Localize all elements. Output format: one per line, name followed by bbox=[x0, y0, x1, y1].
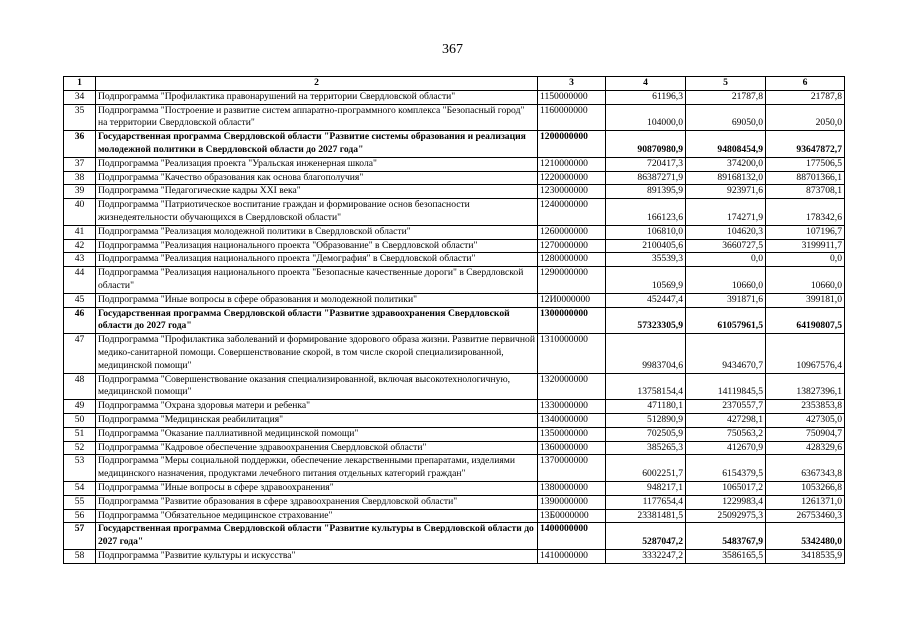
amount-col-5-cell: 0,0 bbox=[686, 253, 766, 267]
amount-col-4-cell: 90870980,9 bbox=[606, 131, 686, 158]
program-code-cell: 1390000000 bbox=[538, 495, 606, 509]
row-number-cell: 43 bbox=[64, 253, 96, 267]
program-name-cell: Подпрограмма "Профилактика правонарушений на территории Свердловской области" bbox=[96, 90, 538, 104]
amount-col-5-cell: 3586165,5 bbox=[686, 549, 766, 563]
amount-col-5-cell: 427298,1 bbox=[686, 413, 766, 427]
table-row bbox=[64, 481, 845, 495]
table-row bbox=[64, 441, 845, 455]
table-row bbox=[64, 427, 845, 441]
program-code-cell: 1410000000 bbox=[538, 549, 606, 563]
table-row bbox=[64, 253, 845, 267]
row-number-cell: 38 bbox=[64, 171, 96, 185]
program-name-cell: Подпрограмма "Качество образования как основа благополучия" bbox=[96, 171, 538, 185]
program-name-cell: Подпрограмма "Иные вопросы в сфере здравоохранения" bbox=[96, 481, 538, 495]
program-code-cell: 1380000000 bbox=[538, 481, 606, 495]
amount-col-5-cell: 412670,9 bbox=[686, 441, 766, 455]
row-number-cell: 55 bbox=[64, 495, 96, 509]
amount-col-4-cell: 948217,1 bbox=[606, 481, 686, 495]
table-row bbox=[64, 185, 845, 199]
program-code-cell: 1350000000 bbox=[538, 427, 606, 441]
amount-col-6-cell: 13827396,1 bbox=[766, 373, 845, 400]
table-row bbox=[64, 157, 845, 171]
program-code-cell: 1280000000 bbox=[538, 253, 606, 267]
table-row bbox=[64, 509, 845, 523]
amount-col-6-cell: 427305,0 bbox=[766, 413, 845, 427]
program-name-cell: Подпрограмма "Развитие культуры и искусства" bbox=[96, 549, 538, 563]
amount-col-6-cell: 107196,7 bbox=[766, 225, 845, 239]
amount-col-5-cell: 1065017,2 bbox=[686, 481, 766, 495]
amount-col-6-cell: 177506,5 bbox=[766, 157, 845, 171]
program-code-cell: 1220000000 bbox=[538, 171, 606, 185]
amount-col-4-cell: 57323305,9 bbox=[606, 307, 686, 334]
program-code-cell: 1290000000 bbox=[538, 267, 606, 294]
row-number-cell: 36 bbox=[64, 131, 96, 158]
header-col-1: 1 bbox=[64, 77, 96, 91]
table-row bbox=[64, 293, 845, 307]
program-code-cell: 1210000000 bbox=[538, 157, 606, 171]
header-row bbox=[64, 77, 845, 91]
row-number-cell: 40 bbox=[64, 199, 96, 226]
program-name-cell: Подпрограмма "Кадровое обеспечение здравоохранения Свердловской области" bbox=[96, 441, 538, 455]
program-name-cell: Государственная программа Свердловской области "Развитие культуры в Свердловской области до 2027 года" bbox=[96, 523, 538, 550]
program-name-cell: Подпрограмма "Иные вопросы в сфере образования и молодежной политики" bbox=[96, 293, 538, 307]
table-row bbox=[64, 307, 845, 334]
amount-col-5-cell: 25092975,3 bbox=[686, 509, 766, 523]
program-code-cell: 1340000000 bbox=[538, 413, 606, 427]
amount-col-4-cell: 452447,4 bbox=[606, 293, 686, 307]
row-number-cell: 57 bbox=[64, 523, 96, 550]
table-header bbox=[64, 77, 845, 91]
program-code-cell: 1330000000 bbox=[538, 400, 606, 414]
amount-col-6-cell: 1261371,0 bbox=[766, 495, 845, 509]
amount-col-5-cell: 3660727,5 bbox=[686, 239, 766, 253]
program-code-cell: 1160000000 bbox=[538, 104, 606, 131]
amount-col-5-cell: 14119845,5 bbox=[686, 373, 766, 400]
page-number: 367 bbox=[442, 42, 463, 57]
program-name-cell: Подпрограмма "Построение и развитие систем аппаратно-программного комплекса "Безопасный город" на территории Свердловской области" bbox=[96, 104, 538, 131]
row-number-cell: 44 bbox=[64, 267, 96, 294]
program-code-cell: 1260000000 bbox=[538, 225, 606, 239]
row-number-cell: 52 bbox=[64, 441, 96, 455]
amount-col-4-cell: 2100405,6 bbox=[606, 239, 686, 253]
amount-col-6-cell: 3418535,9 bbox=[766, 549, 845, 563]
amount-col-4-cell: 471180,1 bbox=[606, 400, 686, 414]
amount-col-5-cell: 391871,6 bbox=[686, 293, 766, 307]
amount-col-6-cell: 873708,1 bbox=[766, 185, 845, 199]
amount-col-5-cell: 374200,0 bbox=[686, 157, 766, 171]
program-code-cell: 1300000000 bbox=[538, 307, 606, 334]
program-code-cell: 1370000000 bbox=[538, 455, 606, 482]
program-code-cell: 1240000000 bbox=[538, 199, 606, 226]
program-name-cell: Подпрограмма "Профилактика заболеваний и формирование здорового образа жизни. Развитие первичной медико-санитарной помощи. Совершенствование скорой, в том числе скорой специализированной, медицинской помощи" bbox=[96, 334, 538, 373]
amount-col-6-cell: 26753460,3 bbox=[766, 509, 845, 523]
amount-col-6-cell: 64190807,5 bbox=[766, 307, 845, 334]
header-col-5: 5 bbox=[686, 77, 766, 91]
row-number-cell: 56 bbox=[64, 509, 96, 523]
amount-col-6-cell: 750904,7 bbox=[766, 427, 845, 441]
table-row bbox=[64, 334, 845, 373]
program-name-cell: Подпрограмма "Реализация национального проекта "Безопасные качественные дороги" в Свердловской области" bbox=[96, 267, 538, 294]
program-name-cell: Подпрограмма "Развитие образования в сфере здравоохранения Свердловской области" bbox=[96, 495, 538, 509]
table-row bbox=[64, 455, 845, 482]
amount-col-5-cell: 9434670,7 bbox=[686, 334, 766, 373]
amount-col-4-cell: 10569,9 bbox=[606, 267, 686, 294]
amount-col-6-cell: 93647872,7 bbox=[766, 131, 845, 158]
program-name-cell: Подпрограмма "Охрана здоровья матери и ребенка" bbox=[96, 400, 538, 414]
table-row bbox=[64, 373, 845, 400]
table-row bbox=[64, 523, 845, 550]
amount-col-4-cell: 61196,3 bbox=[606, 90, 686, 104]
table-row bbox=[64, 199, 845, 226]
amount-col-5-cell: 89168132,0 bbox=[686, 171, 766, 185]
table-row bbox=[64, 549, 845, 563]
table-row bbox=[64, 225, 845, 239]
amount-col-6-cell: 2353853,8 bbox=[766, 400, 845, 414]
table-row bbox=[64, 131, 845, 158]
program-name-cell: Государственная программа Свердловской области "Развитие здравоохранения Свердловской области до 2027 года" bbox=[96, 307, 538, 334]
amount-col-5-cell: 174271,9 bbox=[686, 199, 766, 226]
table-row bbox=[64, 495, 845, 509]
table-row bbox=[64, 267, 845, 294]
program-name-cell: Подпрограмма "Педагогические кадры XXI века" bbox=[96, 185, 538, 199]
program-name-cell: Подпрограмма "Реализация проекта "Уральская инженерная школа" bbox=[96, 157, 538, 171]
amount-col-6-cell: 6367343,8 bbox=[766, 455, 845, 482]
program-name-cell: Подпрограмма "Патриотическое воспитание граждан и формирование основ безопасности жизнедеятельности обучающихся в Свердловской области" bbox=[96, 199, 538, 226]
amount-col-4-cell: 106810,0 bbox=[606, 225, 686, 239]
row-number-cell: 51 bbox=[64, 427, 96, 441]
program-name-cell: Подпрограмма "Медицинская реабилитация" bbox=[96, 413, 538, 427]
amount-col-5-cell: 61057961,5 bbox=[686, 307, 766, 334]
row-number-cell: 58 bbox=[64, 549, 96, 563]
program-code-cell: 1310000000 bbox=[538, 334, 606, 373]
program-code-cell: 1400000000 bbox=[538, 523, 606, 550]
program-code-cell: 1360000000 bbox=[538, 441, 606, 455]
amount-col-5-cell: 5483767,9 bbox=[686, 523, 766, 550]
row-number-cell: 37 bbox=[64, 157, 96, 171]
program-name-cell: Подпрограмма "Совершенствование оказания специализированной, включая высокотехнологичную, медицинской помощи" bbox=[96, 373, 538, 400]
row-number-cell: 50 bbox=[64, 413, 96, 427]
amount-col-4-cell: 166123,6 bbox=[606, 199, 686, 226]
program-code-cell: 1320000000 bbox=[538, 373, 606, 400]
amount-col-6-cell: 88701366,1 bbox=[766, 171, 845, 185]
amount-col-4-cell: 86387271,9 bbox=[606, 171, 686, 185]
amount-col-4-cell: 891395,9 bbox=[606, 185, 686, 199]
header-col-3: 3 bbox=[538, 77, 606, 91]
row-number-cell: 47 bbox=[64, 334, 96, 373]
program-code-cell: 1200000000 bbox=[538, 131, 606, 158]
amount-col-6-cell: 2050,0 bbox=[766, 104, 845, 131]
amount-col-6-cell: 1053266,8 bbox=[766, 481, 845, 495]
row-number-cell: 53 bbox=[64, 455, 96, 482]
amount-col-6-cell: 3199911,7 bbox=[766, 239, 845, 253]
amount-col-5-cell: 923971,6 bbox=[686, 185, 766, 199]
program-code-cell: 13Б0000000 bbox=[538, 509, 606, 523]
amount-col-5-cell: 10660,0 bbox=[686, 267, 766, 294]
amount-col-6-cell: 5342480,0 bbox=[766, 523, 845, 550]
table-row bbox=[64, 171, 845, 185]
row-number-cell: 46 bbox=[64, 307, 96, 334]
amount-col-6-cell: 21787,8 bbox=[766, 90, 845, 104]
table-row bbox=[64, 413, 845, 427]
program-code-cell: 1150000000 bbox=[538, 90, 606, 104]
amount-col-5-cell: 6154379,5 bbox=[686, 455, 766, 482]
amount-col-6-cell: 178342,6 bbox=[766, 199, 845, 226]
budget-table bbox=[63, 76, 845, 564]
amount-col-5-cell: 750563,2 bbox=[686, 427, 766, 441]
table-body bbox=[64, 90, 845, 563]
header-col-2: 2 bbox=[96, 77, 538, 91]
amount-col-5-cell: 2370557,7 bbox=[686, 400, 766, 414]
amount-col-4-cell: 13758154,4 bbox=[606, 373, 686, 400]
program-name-cell: Подпрограмма "Обязательное медицинское страхование" bbox=[96, 509, 538, 523]
amount-col-5-cell: 104620,3 bbox=[686, 225, 766, 239]
row-number-cell: 45 bbox=[64, 293, 96, 307]
amount-col-5-cell: 21787,8 bbox=[686, 90, 766, 104]
amount-col-4-cell: 702505,9 bbox=[606, 427, 686, 441]
amount-col-6-cell: 428329,6 bbox=[766, 441, 845, 455]
program-code-cell: 1230000000 bbox=[538, 185, 606, 199]
program-name-cell: Подпрограмма "Меры социальной поддержки, обеспечение лекарственными препаратами, изделиями медицинского назначения, продуктами лечебного питания отдельных категорий граждан" bbox=[96, 455, 538, 482]
amount-col-5-cell: 94808454,9 bbox=[686, 131, 766, 158]
amount-col-4-cell: 3332247,2 bbox=[606, 549, 686, 563]
row-number-cell: 42 bbox=[64, 239, 96, 253]
amount-col-6-cell: 10660,0 bbox=[766, 267, 845, 294]
amount-col-4-cell: 385265,3 bbox=[606, 441, 686, 455]
amount-col-6-cell: 0,0 bbox=[766, 253, 845, 267]
header-col-6: 6 bbox=[766, 77, 845, 91]
row-number-cell: 41 bbox=[64, 225, 96, 239]
amount-col-4-cell: 104000,0 bbox=[606, 104, 686, 131]
amount-col-4-cell: 5287047,2 bbox=[606, 523, 686, 550]
program-name-cell: Подпрограмма "Оказание паллиативной медицинской помощи" bbox=[96, 427, 538, 441]
amount-col-4-cell: 9983704,6 bbox=[606, 334, 686, 373]
program-name-cell: Государственная программа Свердловской области "Развитие системы образования и реализация молодежной политики в Свердловской области до 2027 года" bbox=[96, 131, 538, 158]
row-number-cell: 35 bbox=[64, 104, 96, 131]
amount-col-4-cell: 35539,3 bbox=[606, 253, 686, 267]
amount-col-4-cell: 720417,3 bbox=[606, 157, 686, 171]
amount-col-6-cell: 399181,0 bbox=[766, 293, 845, 307]
program-code-cell: 1270000000 bbox=[538, 239, 606, 253]
header-col-4: 4 bbox=[606, 77, 686, 91]
row-number-cell: 49 bbox=[64, 400, 96, 414]
amount-col-4-cell: 512890,9 bbox=[606, 413, 686, 427]
amount-col-5-cell: 1229983,4 bbox=[686, 495, 766, 509]
amount-col-5-cell: 69050,0 bbox=[686, 104, 766, 131]
table-row bbox=[64, 239, 845, 253]
program-name-cell: Подпрограмма "Реализация молодежной политики в Свердловской области" bbox=[96, 225, 538, 239]
table-row bbox=[64, 104, 845, 131]
amount-col-4-cell: 23381481,5 bbox=[606, 509, 686, 523]
table-row bbox=[64, 400, 845, 414]
row-number-cell: 34 bbox=[64, 90, 96, 104]
program-name-cell: Подпрограмма "Реализация национального проекта "Демография" в Свердловской области" bbox=[96, 253, 538, 267]
row-number-cell: 48 bbox=[64, 373, 96, 400]
amount-col-4-cell: 1177654,4 bbox=[606, 495, 686, 509]
row-number-cell: 39 bbox=[64, 185, 96, 199]
row-number-cell: 54 bbox=[64, 481, 96, 495]
program-name-cell: Подпрограмма "Реализация национального проекта "Образование" в Свердловской области" bbox=[96, 239, 538, 253]
table-row bbox=[64, 90, 845, 104]
amount-col-6-cell: 10967576,4 bbox=[766, 334, 845, 373]
amount-col-4-cell: 6002251,7 bbox=[606, 455, 686, 482]
program-code-cell: 12И0000000 bbox=[538, 293, 606, 307]
